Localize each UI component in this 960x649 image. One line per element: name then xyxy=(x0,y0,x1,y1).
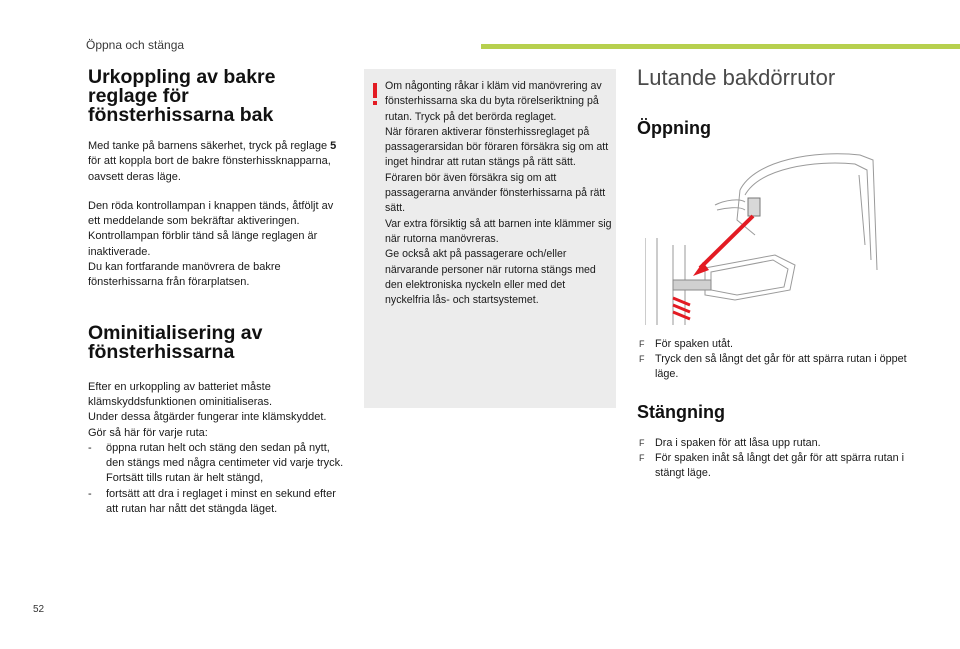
warning-text: Om någonting råkar i kläm vid manövrering av fönsterhissarna ska du byta rörelseriktning på rutan. Tryck på det berörda reglaget. När föraren aktiverar fönsterhissreglaget på passagerarsidan bör föraren försäkra sig om att inget hindrar att rutan stängs på rätt sätt. Föraren bör även försäkra sig om att passagerarna använder fönsterhissarna på rätt sätt. Var extra försiktig så att barnen inte klämmer sig när rutorna manövreras. Ge också akt på passagerare och/eller närvarande personer när rutorna stängs med den elektroniska nyckeln eller med det nyckelfria lås- och startsystemet. xyxy=(385,80,612,307)
tilting-title: Lutande bakdörrutor xyxy=(637,65,836,90)
header-accent-bar xyxy=(481,44,960,49)
reinit-paragraph-3: Gör så här för varje ruta: xyxy=(88,426,208,439)
closing-heading: Stängning xyxy=(637,401,725,422)
opening-list xyxy=(637,337,917,383)
reinit-step-2: - fortsätt att dra i reglaget i minst en sekund efter att rutan har nått det stängda läget. xyxy=(88,487,336,516)
control-number: 5 xyxy=(330,140,337,152)
window-latch-illustration xyxy=(645,150,885,325)
decoupling-paragraph-3: Du kan fortfarande manövrera de bakre fönsterhissarna från förarplatsen. xyxy=(88,261,281,289)
reinit-paragraph-1: Efter en urkoppling av batteriet måste klämskyddsfunktionen ominitialiseras. xyxy=(88,380,273,408)
decoupling-paragraph-1: Med tanke på barnens säkerhet, tryck på reglage 5 för att koppla bort de bakre fönsterhissknapparna, oavsett deras läge. xyxy=(88,140,337,183)
warning-icon xyxy=(372,83,378,105)
list-item: F För spaken inåt så långt det går för att spärra rutan i stängt läge. xyxy=(639,451,905,480)
opening-heading: Öppning xyxy=(637,118,711,138)
page-number: 52 xyxy=(33,604,45,615)
warning-box xyxy=(364,69,616,408)
left-column xyxy=(88,68,344,517)
list-item: F För spaken utåt. xyxy=(639,338,734,350)
decoupling-heading: Urkoppling av bakre reglage för fönsterhissarna bak xyxy=(88,66,276,126)
reinit-step-1: - öppna rutan helt och stäng den sedan på nytt, den stängs med några centimeter vid varje tryck. Fortsätt tills rutan är helt stängd, xyxy=(88,441,344,485)
reinit-heading: Ominitialisering av fönsterhissarna xyxy=(88,321,263,363)
running-header: Öppna och stänga xyxy=(86,38,185,52)
decoupling-paragraph-2: Den röda kontrollampan i knappen tänds, åtföljt av ett meddelande som bekräftar aktiveringen. Kontrollampan förblir tänd så länge reglagen är inaktiverade. xyxy=(88,199,334,258)
closing-list xyxy=(637,436,917,482)
list-item: F Tryck den så långt det går för att spärra rutan i öppet läge. xyxy=(639,353,907,381)
list-item: F Dra i spaken för att låsa upp rutan. xyxy=(639,436,821,449)
reinit-paragraph-2: Under dessa åtgärder fungerar inte klämskyddet. xyxy=(88,411,327,424)
